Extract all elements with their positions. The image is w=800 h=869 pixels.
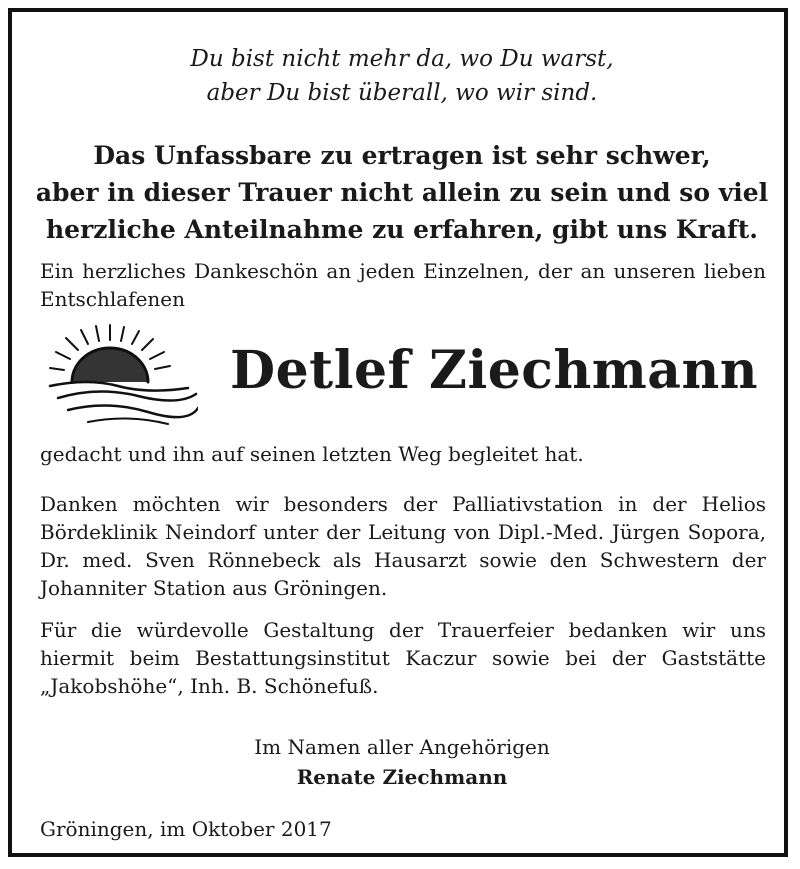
- headline-line-1: Das Unfassbare zu ertragen ist sehr schwer,: [93, 141, 711, 170]
- after-name-text: gedacht und ihn auf seinen letzten Weg begleitet hat.: [40, 442, 584, 466]
- quote: [12, 42, 792, 110]
- headline-line-3: herzliche Anteilnahme zu erfahren, gibt uns Kraft.: [46, 215, 758, 244]
- signature-line: Im Namen aller Angehörigen: [254, 735, 550, 759]
- intro-text: Ein herzliches Dankeschön an jeden Einzelnen, der an unseren lieben Entschlafenen: [40, 259, 766, 311]
- quote-line-1: Du bist nicht mehr da, wo Du warst,: [190, 46, 614, 72]
- headline-line-2: aber in dieser Trauer nicht allein zu sein und so viel: [35, 178, 769, 207]
- deceased-name: Detlef Ziechmann: [230, 340, 759, 401]
- thanks-paragraph-1: Danken möchten wir besonders der Palliativstation in der Helios Bördeklinik Neindorf unter der Leitung von Dipl.-Med. Jürgen Sopora, Dr. med. Sven Rönnebeck als Hausarzt sowie den Schwestern der Johanniter Station aus Gröningen.: [40, 492, 766, 600]
- obituary-notice: [8, 8, 788, 857]
- headline: [12, 137, 792, 248]
- name-row: [40, 322, 766, 432]
- sunset-hills-icon: [48, 324, 198, 429]
- signature-block: [12, 732, 792, 792]
- place-date: Gröningen, im Oktober 2017: [40, 817, 332, 841]
- signer-name: Renate Ziechmann: [296, 765, 508, 789]
- quote-line-2: aber Du bist überall, wo wir sind.: [206, 80, 598, 106]
- thanks-paragraph-2: Für die würdevolle Gestaltung der Trauerfeier bedanken wir uns hiermit beim Bestattungsinstitut Kaczur sowie bei der Gaststätte „Jakobshöhe“, Inh. B. Schönefuß.: [40, 618, 766, 698]
